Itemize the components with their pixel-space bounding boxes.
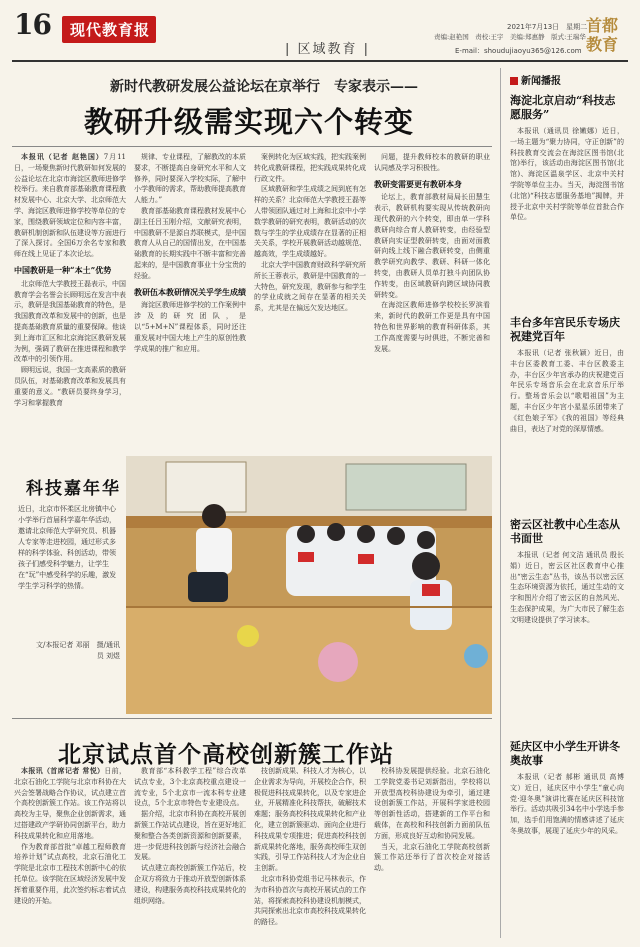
square-icon xyxy=(510,77,518,85)
paragraph: 北京大学中国教育财政科学研究所所长王蓉表示，教研是中国教育的一大特色，研究发现，教研参与和学生的学业成就之间存在显著的相关关系，尤其是在偏远欠发达地区。 xyxy=(254,260,366,313)
brand-badge: 首都教育 xyxy=(586,16,619,54)
paragraph: 北京师范大学教授王磊表示，中国教育学会名誉会长顾明远在发言中表示，教研是我国基础教育的特色，是我国教育改革和发展中的创新，也是提高基础教育质量的重要保障。他谈到上海市汇区和北京海淀区教研发展为例，强调了教研在推进课程和教学改革中的引领作用。 xyxy=(14,279,126,364)
second-article-headline: 北京试点首个高校创新簇工作站 xyxy=(58,741,394,768)
second-article-column-1 xyxy=(14,766,126,940)
section-title: | 区域教育 | xyxy=(285,42,371,57)
issue-date: 2021年7月13日 星期二 xyxy=(507,23,588,31)
paragraph: 作为教育部首批“卓越工程师教育培养计划”试点高校，北京石油化工学院是北京市工程技术创新中心的依托单位。该学院在区域经济发展中发挥着重要作用，此次签约标志着试点建设的开始。 xyxy=(14,842,126,905)
headline-rule xyxy=(12,146,492,147)
news-photo xyxy=(126,456,492,714)
sidebar-item-body xyxy=(510,772,624,932)
second-article-column-2 xyxy=(134,766,246,940)
paragraph: 问题，提升教师校本的教研的职业认同感及学习积极性。 xyxy=(374,153,490,172)
sidebar-item-body xyxy=(510,126,624,326)
paragraph: 日前，北京石油化工学院与北京市科协在大兴会签署战略合作协议，试点建立首个高校创新簇工作站。该工作站将以高校为主导，聚焦企业创新需求，通过搭建政产学研协同创新平台，助力科技成果转化和应用落地。 xyxy=(14,767,126,840)
page-number: 16 xyxy=(14,8,51,41)
sidebar-item-title: 延庆区中小学生开讲冬奥故事 xyxy=(510,740,620,767)
contact-email: E-mail：shoudujiaoyu365@126.com xyxy=(455,47,582,55)
paragraph: 案例转化为区域实践，把实践案例转化成教研课程，把实践成果转化成行政文件。 xyxy=(254,153,366,183)
sidebar-item-title: 丰台多年宫民乐专场庆祝建党百年 xyxy=(510,316,620,343)
paragraph: 校科协发展提供经验。北京石油化工学院党委书记刘新指出，学校将以开放型高校科协建设为牵引，通过建设创新簇工作站，开展科学家进校园等创新性活动，搭建新的工作平台和载体，在高校和科技创新力面前队伍方面，形成良好互动和协同发展。 xyxy=(374,767,490,840)
paragraph: 论坛上，教育部教材局局长田慧生表示，教研机构要实现从传统教研向现代教研的六个转变，即由单一学科教研向综合育人教研转变，由经验型教研向实证型教研转变，由面对面教研向线上线下融合教研转变，由侧重教学研究向教学、教研、科研一体化转变，由教研人员单打独斗向团队协作转变，由区域教研向跨区域协同教研转变。 xyxy=(374,193,490,299)
paragraph: 本报讯（通讯员 徐嫩娜）近日，一场主题为“聚力协同，守正创新”的科技教育交流会在海淀区图书馆(北馆)举行，该活动由海淀区图书馆(北馆)、海淀区温泉学区、北京中关村学院等单位主办。当天，海淀图书馆(北馆)“科技志愿服务基地”揭牌，并授予北京中关村学院等单位首批合作单位。 xyxy=(510,127,624,222)
sidebar-item xyxy=(510,316,624,508)
second-article-column-4 xyxy=(374,766,490,940)
paragraph: 教育部基础教育课程教材发展中心副主任吕玉刚介绍，文献研究表明，中国教研不是源自苏联模式，是中国教育人从自己的国情出发，在中国基础教育的长期实践中不断丰富和完善起来的，是中国教育事业十分宝贵的经验。 xyxy=(134,206,246,280)
section-rule xyxy=(12,718,492,719)
article-headline: 教研升级需实现六个转变 xyxy=(84,105,415,139)
paragraph: 区域教研和学生成绩之间到底有怎样的关系？北京师范大学教授王磊等人带领团队通过对上海和北京中小学数学教研的研究表明，教研活动的次数与学生的学业成绩存在显著的正相关关系，学校开展教研活动越规范、越高效，学生成绩越好。 xyxy=(254,185,366,259)
editor-credits: 责编:赵艳国 责校:王宇 美编:郑惠静 版式:王瑞华 xyxy=(434,33,586,41)
paragraph: 北京市科协党组书记马林表示，作为市科协首次与高校开展试点的工作站，将探索高校科协建设机制模式，共同探索出北京市高校科技成果转化的路径。 xyxy=(254,874,366,927)
paragraph: 顾明远说，我国一支高素质的教研员队伍，对基础教育改革和发展具有重要的意义。“教研员要终身学习，学习和掌握教育 xyxy=(14,366,126,407)
subheading: 中国教研是一种“本土”优势 xyxy=(14,264,112,275)
masthead-logo: 现代教育报 xyxy=(62,16,156,43)
sidebar-item-body xyxy=(510,550,624,736)
sidebar-label-text: 新闻播报 xyxy=(521,76,561,87)
article-column-2 xyxy=(134,152,246,450)
paragraph: 海淀区教师进修学校的工作案例中涉及的研究团队，是以“5+M+N”课程体系，同时还注重发展对中国大地上产生的原创性教学成果的推广和应用。 xyxy=(134,301,246,353)
sidebar-item-title: 海淀北京启动“科技志愿服务” xyxy=(510,94,616,121)
paragraph: 据介绍，北京市科协在高校开展创新簇工作站试点建设，旨在更好地汇聚和整合各类创新资源和创新要素，进一步促进科技创新与经济社会融合发展。 xyxy=(134,810,246,862)
sidebar-label xyxy=(510,72,561,87)
byline: 本报讯（记者 赵艳国） xyxy=(21,152,104,161)
paragraph: 本报讯（记者 郝彬 通讯员 高博文）近日，延庆区中小学生“童心向党·迎冬奥”演讲比赛在延庆区科技馆举行。活动共吸引34名中小学选手参加，选手们用饱满的情感讲述了延庆冬奥故事，展现了延庆少年的风采。 xyxy=(510,773,624,835)
paragraph: 试点建立高校创新簇工作站后，校企双方将致力于推动开放型创新体系建设，构建服务高校科技成果转化的组织网络。 xyxy=(134,864,246,905)
article-column-3 xyxy=(254,152,366,450)
sidebar-item xyxy=(510,740,624,932)
sidebar-item xyxy=(510,518,624,736)
sidebar-item-body xyxy=(510,348,624,508)
sidebar-item-title: 密云区社教中心生态从书面世 xyxy=(510,518,620,545)
paragraph: 技创新成果、科技人才为核心，以企业需求为导向，开展校企合作，积极促进科技成果转化，以及专家进企业，开展精准化科技帮扶，破解技术难题；服务高校科技成果转化和产业化，建立创新簇驱动、面向企业进行科技成果专项推进；促进高校科技创新成果转化落地，服务高校师生双创实践，引导工作站科技人才为企业自主创新。 xyxy=(254,767,366,873)
paragraph: 本报讯（记者 张秋颖）近日，由丰台区委教育工委、丰台区教委主办，丰台区少年宫承办的庆祝建党百年民乐专场音乐会在北京音乐厅举行。整场音乐会以“歌唱祖国”为主题，丰台区少年宫小星星乐团带来了《红色娘子军》《我的祖国》等经典曲目，表达了对党的深厚情感。 xyxy=(510,349,624,433)
paragraph: 教育部“本科教学工程”综合改革试点专业，3个北京高校重点建设一流专业，5个北京市一流本科专业建设点，5个北京市特色专业建设点。 xyxy=(134,767,246,808)
byline: 本报讯（首席记者 常悦） xyxy=(21,766,105,775)
article-column-1 xyxy=(14,152,126,450)
sidebar-item xyxy=(510,94,624,326)
photo-caption-title: 科技嘉年华 xyxy=(26,479,121,499)
paragraph: 7月11日，一场聚焦新时代教研如何发展的公益论坛在北京市海淀区教师进修学校举行。来自教育部基础教育课程教材发展中心、北京大学、北京师范大学、海淀区教师进修学校等单位的专家，围绕教研领域定位和内容丰富，教研机制创新和队伍建设等方面进行了深入探讨。全国6万余名专家和教师在线上见证了本次论坛。 xyxy=(14,153,126,259)
paragraph: 本报讯（记者 何文洁 通讯员 殷长娟）近日，密云区社区教育中心推出“密云生态”丛书，该丛书以密云区生态环境资源为依托，通过生动的文字和图片介绍了密云区的自然风光、生态保护成果，为广大市民了解生态文明建设提供了学习读本。 xyxy=(510,551,624,624)
article-column-4 xyxy=(374,152,490,450)
photo-caption-body: 近日，北京市怀柔区北房镇中心小学举行首届科学嘉年华活动，邀请北京师范大学研究员、机器人专家等走进校园，通过形式多样的科学体验、科创活动，带领孩子们感受科学魅力，让学生在“玩”中感受科学的乐趣，激发学生学习科学的热情。 xyxy=(18,505,117,590)
header-rule xyxy=(12,60,628,62)
photo-credit: 文/本报记者 邓丽 摄/通讯员 刘煜 xyxy=(36,641,120,660)
paragraph: 当天，北京石油化工学院高校创新簇工作站还举行了首次校企对接活动。 xyxy=(374,842,490,873)
subheading: 教研伍本教研情况关乎学生成绩 xyxy=(134,286,246,297)
article-kicker: 新时代教研发展公益论坛在京举行 专家表示—— xyxy=(110,79,418,95)
second-article-column-3 xyxy=(254,766,366,940)
paragraph: 在海淀区教师进修学校校长罗滨看来，新时代的教研工作更是具有中国特色和世界影响的教育科研体系，其工作高度需要与时俱进，不断完善和发展。 xyxy=(374,301,490,353)
paragraph: 规律、专业课程，了解教改的本质要求，不断提高自身研究水平和人文修养，同时要深入学校实际，了解中小学教师的需求，帮助教师提高教育人能力。” xyxy=(134,153,246,205)
subheading: 教研变需要更有教研本身 xyxy=(374,178,462,189)
